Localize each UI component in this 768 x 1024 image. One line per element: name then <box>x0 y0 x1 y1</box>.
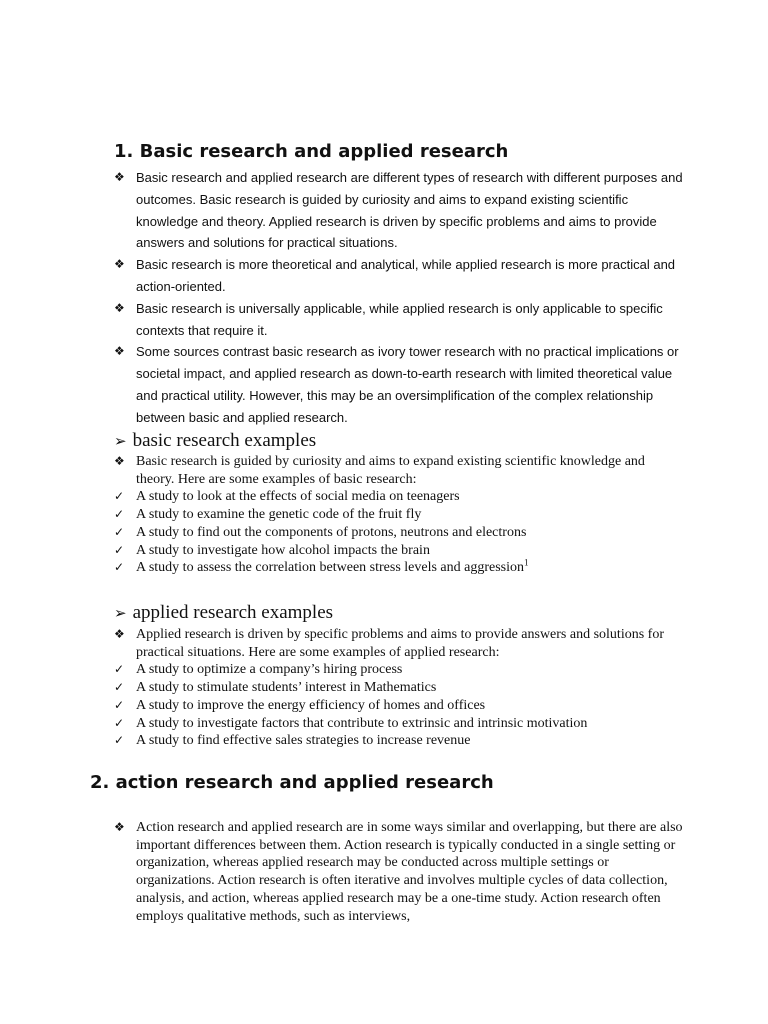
diamond-bullet-icon: ❖ <box>114 300 125 315</box>
list-item: ✓ A study to investigate factors that contribute to extrinsic and intrinsic motivation <box>114 715 588 731</box>
section-1-heading: 1. Basic research and applied research <box>114 141 509 162</box>
check-icon: ✓ <box>114 680 125 695</box>
diamond-bullet-icon: ❖ <box>114 344 125 359</box>
check-icon: ✓ <box>114 733 125 748</box>
list-item: ❖ Basic research and applied research are different types of research with different purposes and outcomes. Basic research is guided by curiosity and aims to expand existing scientific knowledge and theory. Applied research is driven by specific problems and aims to provide answers and solutions for practical situations. <box>114 167 684 254</box>
arrow-bullet-icon: ➢ <box>114 604 127 622</box>
list-item: ✓ A study to improve the energy efficiency of homes and offices <box>114 697 486 713</box>
list-item: ✓ A study to investigate how alcohol impacts the brain <box>114 542 430 558</box>
list-item: ✓ A study to stimulate students’ interest in Mathematics <box>114 680 437 696</box>
footnote-reference[interactable]: 1 <box>524 557 529 568</box>
applied-examples-heading: ➢ applied research examples <box>114 602 334 623</box>
section-2-heading: 2. action research and applied research <box>90 772 494 793</box>
list-item: ✓ A study to examine the genetic code of the fruit fly <box>114 507 422 523</box>
check-icon: ✓ <box>114 542 125 557</box>
list-item: ❖ Basic research is guided by curiosity and aims to expand existing scientific knowledge and theory. Here are some examples of basic research: <box>114 454 645 487</box>
basic-examples-list <box>114 453 684 577</box>
section-2-bullet-list <box>114 819 684 925</box>
check-icon: ✓ <box>114 560 125 575</box>
check-icon: ✓ <box>114 662 125 677</box>
check-icon: ✓ <box>114 524 125 539</box>
diamond-bullet-icon: ❖ <box>114 170 125 184</box>
list-item: ✓ A study to optimize a company’s hiring process <box>114 662 403 678</box>
list-item: ❖ Action research and applied research are in some ways similar and overlapping, but there are also important differences between them. Action research is typically conducted in a single setting or organization, whereas applied research may be conducted across multiple settings or organizations. Action research is often iterative and involves multiple cycles of data collection, analysis, and action, whereas applied research may be a one-time study. Action research often employs qualitative methods, such as interviews, <box>114 820 683 924</box>
check-icon: ✓ <box>114 489 125 504</box>
basic-examples-heading: ➢ basic research examples <box>114 430 317 451</box>
list-item: ✓ A study to find effective sales strategies to increase revenue <box>114 733 471 749</box>
check-icon: ✓ <box>114 715 125 730</box>
arrow-bullet-icon: ➢ <box>114 432 127 450</box>
diamond-bullet-icon: ❖ <box>114 257 125 272</box>
list-item: ✓ A study to find out the components of protons, neutrons and electrons <box>114 524 527 540</box>
diamond-bullet-icon: ❖ <box>114 627 125 641</box>
diamond-bullet-icon: ❖ <box>114 454 125 468</box>
check-icon: ✓ <box>114 697 125 712</box>
list-item: ✓ A study to assess the correlation between stress levels and aggression$^1$ <box>114 557 529 576</box>
applied-examples-list <box>114 626 684 750</box>
list-item: ❖ Applied research is driven by specific problems and aims to provide answers and solutions for practical situations. Here are some examples of applied research: <box>114 627 664 660</box>
list-item: ❖ Some sources contrast basic research as ivory tower research with no practical implications or societal impact, and applied research as down-to-earth research with limited theoretical value and practical utility. However, this may be an oversimplification of the complex relationship between basic and applied research. <box>114 341 684 428</box>
section-1-bullet-list <box>114 167 684 429</box>
list-item: ❖ Basic research is universally applicable, while applied research is only applicable to specific contexts that require it. <box>114 298 684 342</box>
list-item: ✓ A study to look at the effects of social media on teenagers <box>114 489 460 505</box>
diamond-bullet-icon: ❖ <box>114 820 125 834</box>
check-icon: ✓ <box>114 507 125 522</box>
list-item: ❖ Basic research is more theoretical and analytical, while applied research is more practical and action-oriented. <box>114 254 684 298</box>
